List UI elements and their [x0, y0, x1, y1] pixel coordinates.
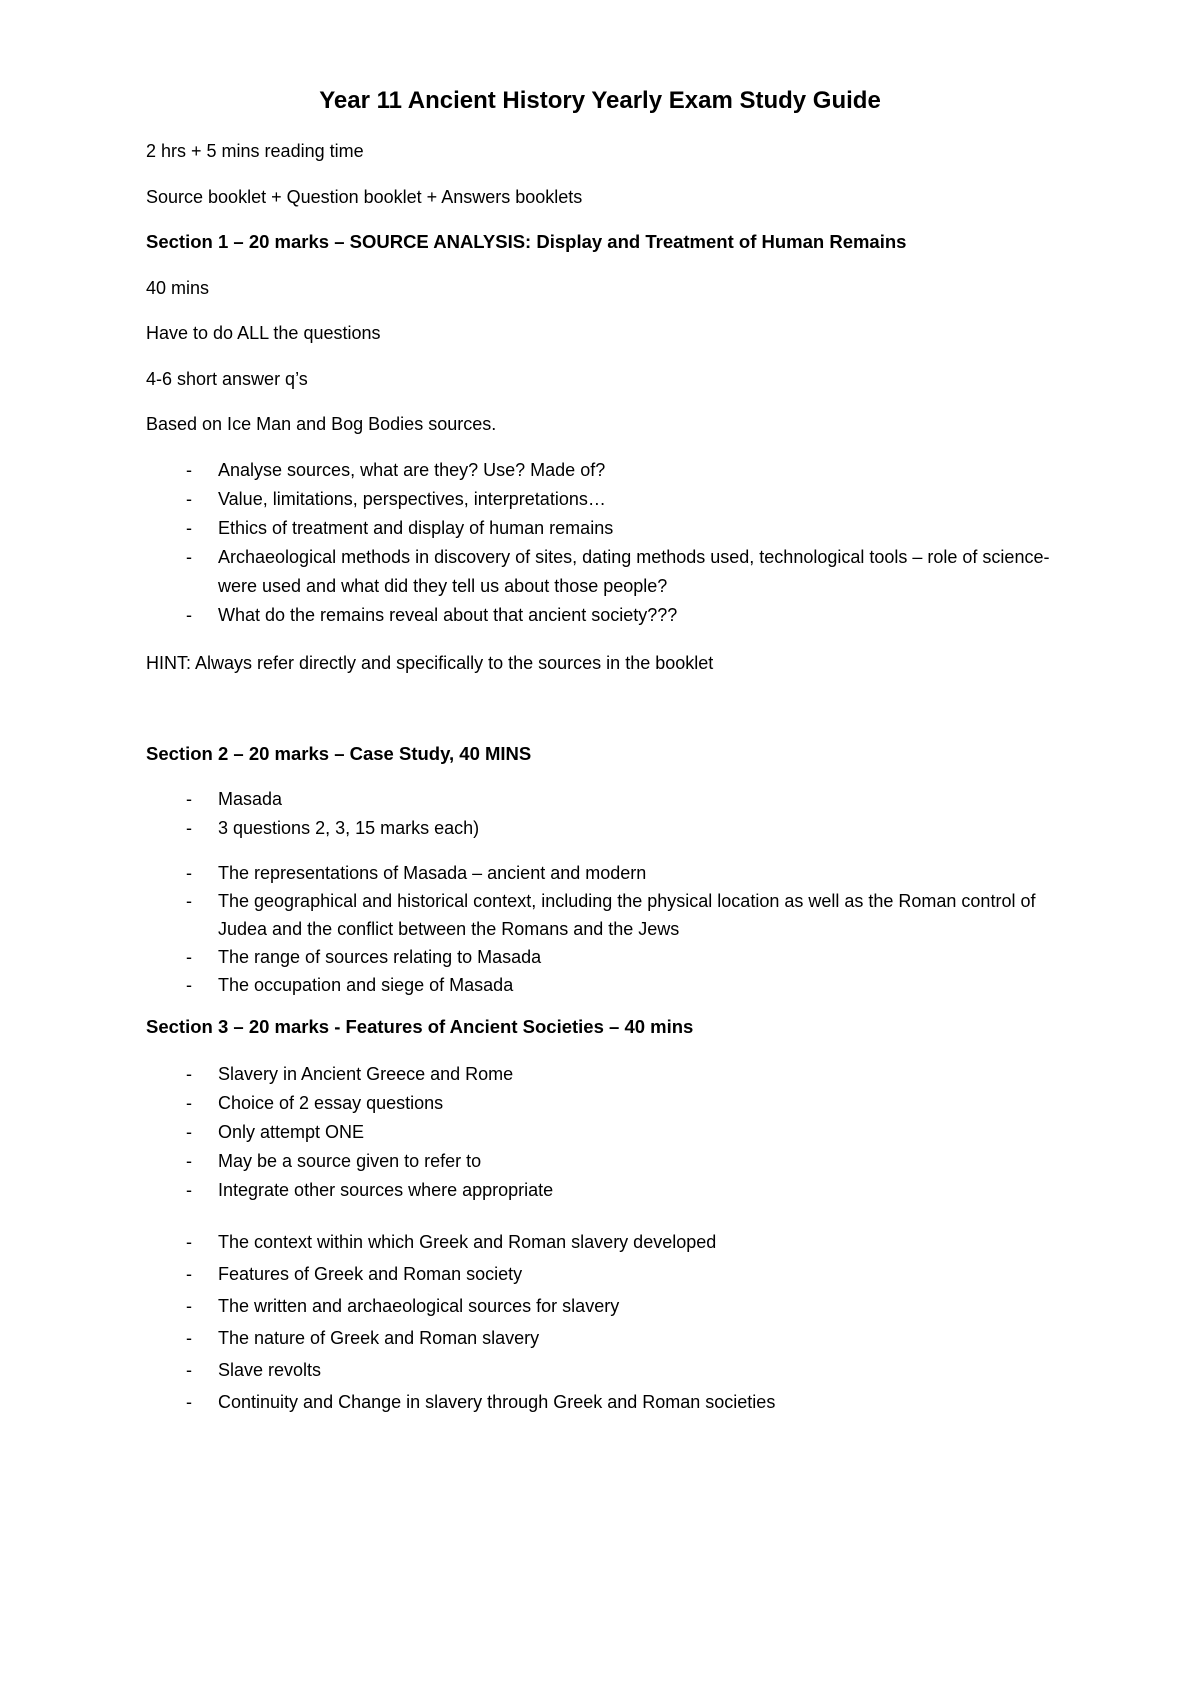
dash-marker: - [186, 1296, 192, 1316]
dash-marker: - [186, 1151, 192, 1171]
document-title: Year 11 Ancient History Yearly Exam Study Guide [319, 87, 881, 114]
section1-basis: Based on Ice Man and Bog Bodies sources. [146, 414, 497, 434]
dash-marker: - [186, 489, 192, 509]
dash-marker: - [186, 1232, 192, 1252]
section1-requirement: Have to do ALL the questions [146, 323, 381, 343]
dash-marker: - [186, 1328, 192, 1348]
list-item: - The occupation and siege of Masada [146, 971, 1078, 999]
list-item: - The nature of Greek and Roman slavery [146, 1322, 1078, 1354]
dash-marker: - [186, 975, 192, 995]
section1-format: 4-6 short answer q’s [146, 369, 308, 389]
dash-marker: - [186, 789, 192, 809]
list-item: - The geographical and historical context, including the physical location as well as the Roman control of Judea and the conflict between the Romans and the Jews [146, 887, 1078, 943]
section2-bullet-list-a [146, 785, 1078, 843]
list-item: - Continuity and Change in slavery through Greek and Roman societies [146, 1386, 1078, 1418]
dash-marker: - [186, 518, 192, 538]
list-item: - Slave revolts [146, 1354, 1078, 1386]
section3-bullet-list-b [146, 1226, 1078, 1418]
section1-heading: Section 1 – 20 marks – SOURCE ANALYSIS: Display and Treatment of Human Remains [146, 231, 907, 252]
list-item: - Ethics of treatment and display of human remains [146, 514, 1078, 543]
dash-marker: - [186, 863, 192, 883]
dash-marker: - [186, 947, 192, 967]
dash-marker: - [186, 1180, 192, 1200]
section2-bullet-list-b [146, 859, 1078, 999]
section1-hint: HINT: Always refer directly and specifically to the sources in the booklet [146, 653, 714, 673]
dash-marker: - [186, 460, 192, 480]
dash-marker: - [186, 891, 192, 911]
list-item: - Archaeological methods in discovery of sites, dating methods used, technological tools – role of science- were used and what did they tell us about those people? [146, 543, 1078, 601]
reading-time-line: 2 hrs + 5 mins reading time [146, 141, 364, 161]
dash-marker: - [186, 1064, 192, 1084]
dash-marker: - [186, 1392, 192, 1412]
list-item: - Slavery in Ancient Greece and Rome [146, 1060, 1078, 1089]
section1-time: 40 mins [146, 278, 210, 298]
list-item: - Only attempt ONE [146, 1118, 1078, 1147]
list-item: - The range of sources relating to Masada [146, 943, 1078, 971]
dash-marker: - [186, 1360, 192, 1380]
list-item: - Value, limitations, perspectives, interpretations… [146, 485, 1078, 514]
section1-bullet-list [146, 456, 1078, 630]
list-item: - Integrate other sources where appropriate [146, 1176, 1078, 1205]
list-item: - The written and archaeological sources for slavery [146, 1290, 1078, 1322]
section3-bullet-list-a [146, 1060, 1078, 1205]
booklets-line: Source booklet + Question booklet + Answers booklets [146, 187, 583, 207]
dash-marker: - [186, 1264, 192, 1284]
list-item: - Features of Greek and Roman society [146, 1258, 1078, 1290]
dash-marker: - [186, 547, 192, 567]
list-item: - The context within which Greek and Roman slavery developed [146, 1226, 1078, 1258]
list-item: - Masada [146, 785, 1078, 814]
dash-marker: - [186, 605, 192, 625]
list-item: - May be a source given to refer to [146, 1147, 1078, 1176]
section2-heading: Section 2 – 20 marks – Case Study, 40 MINS [146, 743, 532, 764]
list-item: - What do the remains reveal about that ancient society??? [146, 601, 1078, 630]
dash-marker: - [186, 818, 192, 838]
list-item: - Analyse sources, what are they? Use? Made of? [146, 456, 1078, 485]
section3-heading: Section 3 – 20 marks - Features of Ancient Societies – 40 mins [146, 1016, 694, 1037]
list-item: - The representations of Masada – ancient and modern [146, 859, 1078, 887]
dash-marker: - [186, 1122, 192, 1142]
list-item: - 3 questions 2, 3, 15 marks each) [146, 814, 1078, 843]
dash-marker: - [186, 1093, 192, 1113]
list-item: - Choice of 2 essay questions [146, 1089, 1078, 1118]
